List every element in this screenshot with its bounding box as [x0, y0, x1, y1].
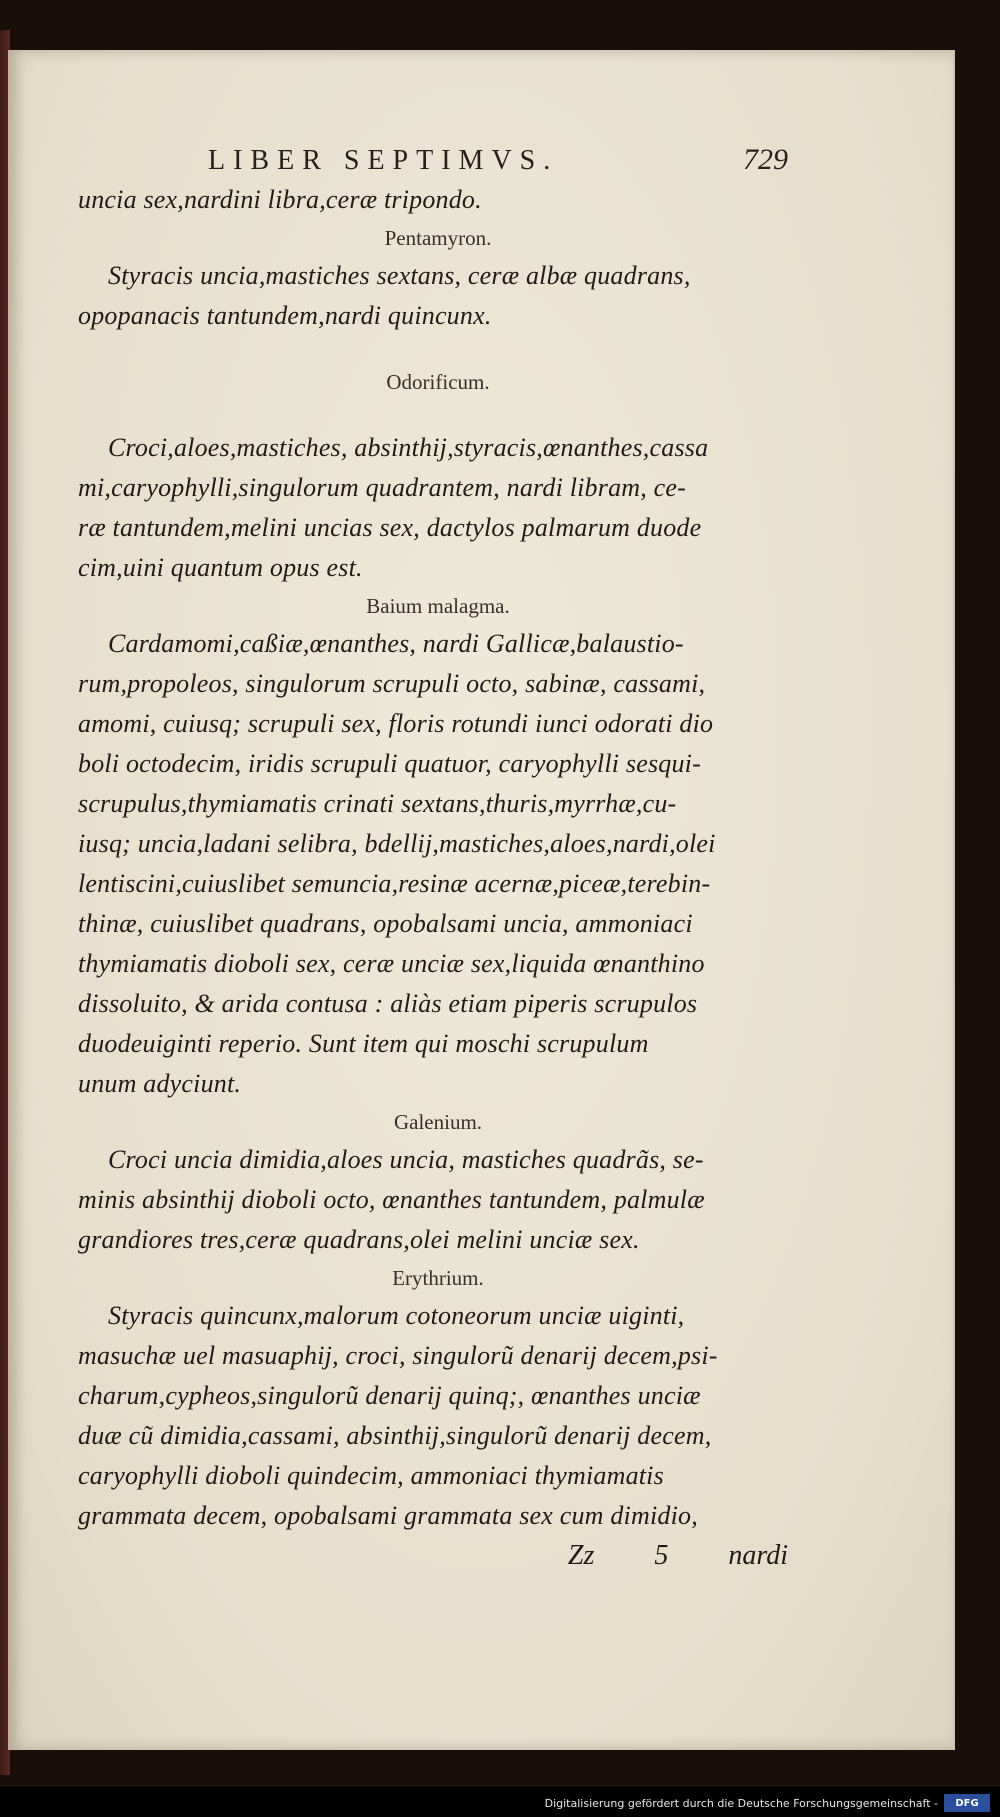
text-line: grammata decem, opobalsami grammata sex cum dimidio,	[78, 1501, 698, 1530]
section-heading-galenium: Galenium.	[393, 1110, 483, 1134]
text-line: dissoluito, & arida contusa : aliàs etiam piperis scrupulos	[78, 989, 698, 1018]
text-line: thymiamatis dioboli sex, ceræ unciæ sex,liquida œnanthino	[78, 949, 705, 978]
section-heading-odorificum: Odorificum.	[386, 370, 490, 394]
footer-credit: Digitalisierung gefördert durch die Deutsche Forschungsgemeinschaft -	[544, 1797, 938, 1810]
text-line: opopanacis tantundem,nardi quincunx.	[78, 301, 492, 330]
book-page	[8, 50, 955, 1750]
section-heading-baium: Baium malagma.	[366, 594, 510, 618]
text-line: mi,caryophylli,singulorum quadrantem, nardi libram, ce-	[78, 473, 686, 502]
running-head	[78, 140, 798, 180]
section-heading-pentamyron: Pentamyron.	[384, 226, 492, 250]
text-line: ræ tantundem,melini uncias sex, dactylos palmarum duode	[78, 513, 702, 542]
text-line: uncia sex,nardini libra,ceræ tripondo.	[78, 185, 482, 214]
page-number: 729	[743, 143, 788, 176]
text-line: Styracis uncia,mastiches sextans, ceræ albæ quadrans,	[108, 261, 691, 290]
section-gap	[78, 400, 798, 428]
signature-number: 5	[654, 1540, 669, 1571]
text-line: Croci uncia dimidia,aloes uncia, mastiches quadrãs, se-	[108, 1145, 704, 1174]
text-line: Styracis quincunx,malorum cotoneorum unciæ uiginti,	[108, 1301, 685, 1330]
text-line: caryophylli dioboli quindecim, ammoniaci thymiamatis	[78, 1461, 664, 1490]
text-line: minis absinthij dioboli octo, œnanthes tantundem, palmulæ	[78, 1185, 705, 1214]
text-line: charum,cypheos,singulorũ denarij quinq;, œnanthes unciæ	[78, 1381, 701, 1410]
text-line: scrupulus,thymiamatis crinati sextans,thuris,myrrhæ,cu-	[78, 789, 677, 818]
text-line: Cardamomi,caßiæ,œnanthes, nardi Gallicæ,balaustio-	[108, 629, 684, 658]
text-line: grandiores tres,ceræ quadrans,olei melini unciæ sex.	[78, 1225, 640, 1254]
catchword: nardi	[728, 1540, 788, 1571]
text-line: cim,uini quantum opus est.	[78, 553, 363, 582]
text-line: duæ cũ dimidia,cassami, absinthij,singulorũ denarij decem,	[78, 1421, 712, 1450]
text-line: thinæ, cuiuslibet quadrans, opobalsami uncia, ammoniaci	[78, 909, 693, 938]
running-title: LIBER SEPTIMVS.	[208, 145, 559, 176]
footer-strip	[0, 1787, 1000, 1817]
text-line: amomi, cuiusq; scrupuli sex, floris rotundi iunci odorati dio	[78, 709, 714, 738]
section-gap	[78, 336, 798, 364]
text-line: Croci,aloes,mastiches, absinthij,styracis,œnanthes,cassa	[108, 433, 709, 462]
text-line: unum adyciunt.	[78, 1069, 242, 1098]
text-line: iusq; uncia,ladani selibra, bdellij,mastiches,aloes,nardi,olei	[78, 829, 716, 858]
text-line: duodeuiginti reperio. Sunt item qui moschi scrupulum	[78, 1029, 649, 1058]
text-line: masuchæ uel masuaphij, croci, singulorũ denarij decem,psi-	[78, 1341, 718, 1370]
page-text-block	[78, 140, 798, 1576]
section-heading-erythrium: Erythrium.	[392, 1266, 484, 1290]
signature-mark: Zz	[567, 1540, 595, 1571]
text-line: rum,propoleos, singulorum scrupuli octo, sabinæ, cassami,	[78, 669, 706, 698]
text-line: lentiscini,cuiuslibet semuncia,resinæ acernæ,piceæ,terebin-	[78, 869, 711, 898]
dfg-logo: DFG	[944, 1794, 990, 1812]
text-line: boli octodecim, iridis scrupuli quatuor, caryophylli sesqui-	[78, 749, 701, 778]
catchline	[78, 1536, 798, 1576]
